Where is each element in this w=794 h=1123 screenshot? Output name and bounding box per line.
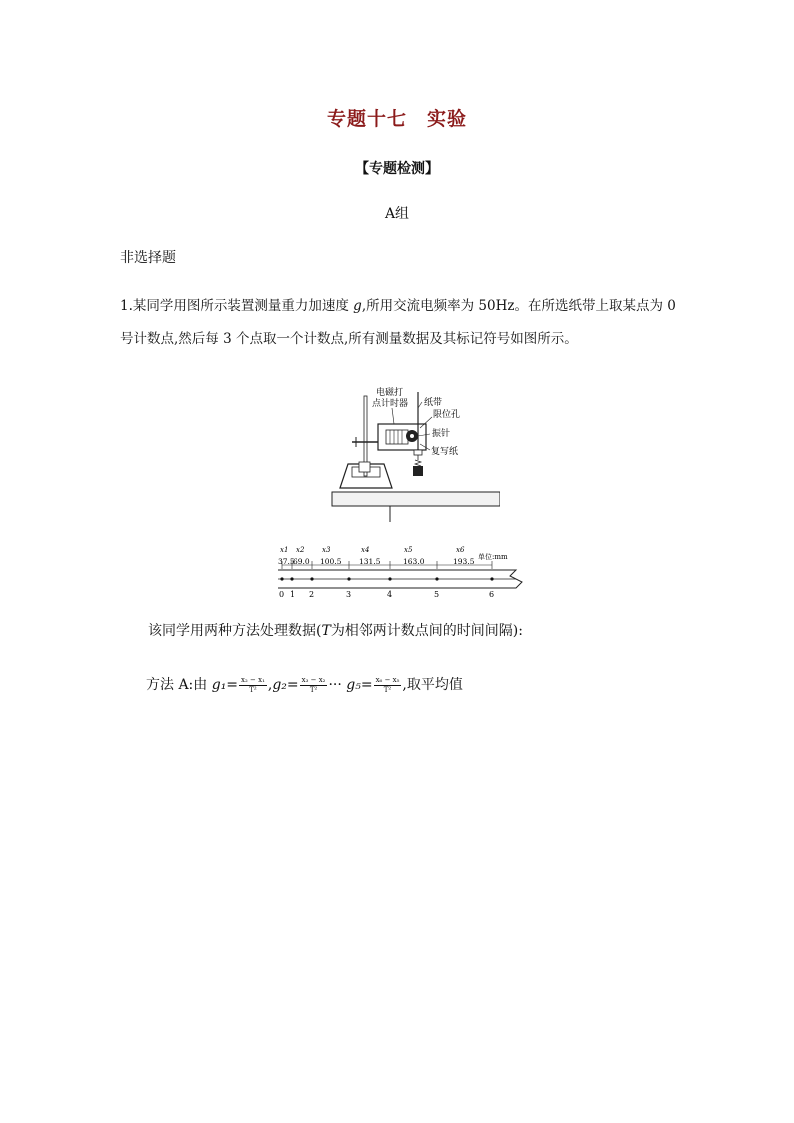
point-label-4: 4: [387, 590, 393, 599]
question-text: [120, 290, 680, 356]
fraction-g2-numerator: x₃ − x₂: [301, 675, 326, 684]
fraction-g1-denominator: T²: [249, 685, 257, 694]
method-a-formula: [146, 670, 463, 700]
method-a-suffix: ,取平均值: [402, 677, 463, 693]
point-label-3: 3: [346, 590, 352, 599]
apparatus-figure: [330, 384, 500, 524]
label-tape: 纸带: [424, 398, 443, 408]
label-carbon: 复写纸: [431, 447, 459, 457]
point-label-2: 2: [309, 590, 315, 599]
label-timer-1: 电磁打: [376, 388, 404, 398]
segment-value-x6: 193.5: [453, 557, 475, 566]
note-part2: 为相邻两计数点间的时间间隔):: [330, 623, 523, 639]
segment-label-x4: x4: [361, 546, 370, 554]
label-timer-2: 点计时器: [372, 399, 409, 409]
timer-coil: [386, 430, 408, 444]
segment-label-x5: x5: [404, 546, 413, 554]
label-limit-hole: 限位孔: [433, 410, 461, 420]
segment-label-x6: x6: [456, 546, 465, 554]
table-top: [332, 492, 500, 506]
fraction-g5: [374, 676, 402, 695]
method-note: [148, 620, 523, 640]
point-label-5: 5: [434, 590, 440, 599]
question-text-part2: ,所用交流电频率为 50Hz。在所选纸带上取某点为 0 号计数点,然后每 3 个点取一个计数点,所有测量数据及其标记符号如图所示。: [120, 298, 676, 347]
fraction-g1-numerator: x₂ − x₁: [241, 675, 265, 684]
stand-clamp-block: [359, 462, 370, 472]
segment-value-x5: 163.0: [403, 557, 425, 566]
question-type-heading: 非选择题: [120, 250, 176, 266]
point-label-1: 1: [290, 590, 296, 599]
g1-label: g₁=: [211, 677, 239, 693]
separator: ,: [267, 677, 273, 693]
group-heading: A组: [384, 206, 410, 222]
page-title: 专题十七 实验: [326, 108, 467, 130]
variable-T: T: [321, 623, 331, 639]
method-a-prefix: 方法 A:由: [146, 677, 212, 693]
point-label-0: 0: [279, 590, 285, 599]
fraction-g5-denominator: T²: [383, 685, 392, 694]
tape-unit: 单位:mm: [478, 553, 508, 561]
label-needle: 振针: [432, 429, 451, 439]
segment-value-x2: 69.0: [293, 557, 310, 566]
segment-value-x1: 37.5: [278, 557, 295, 566]
weight: [413, 466, 423, 476]
segment-label-x3: x3: [322, 546, 331, 554]
segment-label-x2: x2: [296, 546, 305, 554]
ellipsis: ···: [328, 677, 347, 693]
fraction-g1: [239, 676, 267, 695]
g2-label: g₂=: [272, 677, 299, 693]
fraction-g5-numerator: x₆ − x₅: [375, 675, 400, 684]
g5-label: g₅=: [346, 677, 373, 693]
question-text-part1: 1.某同学用图所示装置测量重力加速度: [120, 298, 354, 314]
segment-label-x1: x1: [280, 546, 289, 554]
clip: [414, 450, 422, 455]
variable-g: g: [353, 298, 362, 314]
note-part1: 该同学用两种方法处理数据(: [148, 623, 322, 639]
section-subtitle: 【专题检测】: [355, 161, 439, 177]
fraction-g2-denominator: T²: [309, 685, 318, 694]
tape-diagram: [266, 542, 532, 602]
fraction-g2: [300, 676, 328, 695]
segment-value-x4: 131.5: [359, 557, 381, 566]
segment-value-x3: 100.5: [320, 557, 342, 566]
point-label-6: 6: [489, 590, 495, 599]
